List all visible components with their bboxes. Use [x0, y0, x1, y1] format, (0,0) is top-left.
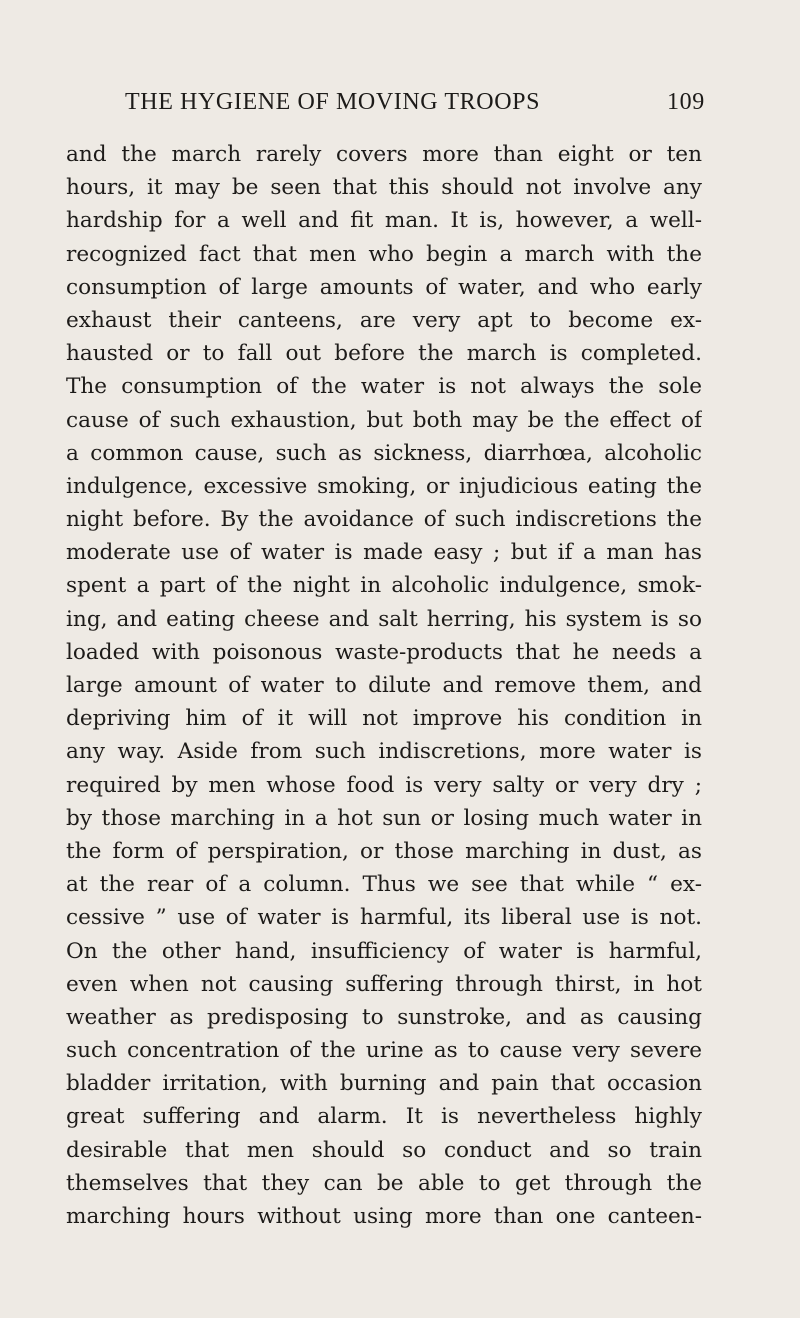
text-line: large amount of water to dilute and remove them, and [66, 673, 702, 698]
text-line: a common cause, such as sickness, diarrhœa, alcoholic [66, 440, 702, 466]
text-line: ing, and eating cheese and salt herring, his system is so [66, 606, 702, 632]
text-line: great suffering and alarm. It is nevertheless highly [66, 1104, 702, 1130]
text-line: and the march rarely covers more than eight or ten [66, 142, 702, 167]
text-line: at the rear of a column. Thus we see that while “ ex- [66, 872, 702, 898]
page-header [0, 89, 800, 121]
text-line: hardship for a well and fit man. It is, however, a well- [66, 208, 702, 234]
text-line: hours, it may be seen that this should not involve any [66, 175, 702, 201]
text-line: moderate use of water is made easy ; but if a man has [66, 540, 702, 566]
body-text [66, 138, 702, 1233]
text-line: exhaust their canteens, are very apt to become ex- [66, 307, 702, 333]
text-line: spent a part of the night in alcoholic indulgence, smok- [66, 573, 702, 599]
text-line: required by men whose food is very salty or very dry ; [66, 772, 702, 798]
text-line: such concentration of the urine as to cause very severe [66, 1038, 702, 1064]
text-line: consumption of large amounts of water, and who early [66, 274, 702, 300]
text-line: On the other hand, insufficiency of water is harmful, [66, 938, 702, 964]
text-line: The consumption of the water is not always the sole [66, 374, 702, 400]
text-line: weather as predisposing to sunstroke, and as causing [66, 1004, 702, 1030]
text-line: themselves that they can be able to get through the [66, 1170, 702, 1196]
text-line: even when not causing suffering through thirst, in hot [66, 971, 702, 997]
text-line: night before. By the avoidance of such indiscretions the [66, 507, 702, 533]
text-line: cessive ” use of water is harmful, its liberal use is not. [66, 905, 702, 931]
running-head: THE HYGIENE OF MOVING TROOPS [125, 89, 541, 115]
text-line: depriving him of it will not improve his condition in [66, 706, 702, 732]
text-line: recognized fact that men who begin a march with the [66, 241, 702, 267]
text-line: hausted or to fall out before the march is completed. [66, 341, 702, 367]
text-line: bladder irritation, with burning and pain that occasion [66, 1071, 702, 1097]
text-line: marching hours without using more than one canteen- [66, 1204, 702, 1229]
text-line: the form of perspiration, or those marching in dust, as [66, 838, 702, 864]
text-line: indulgence, excessive smoking, or injudicious eating the [66, 473, 702, 499]
page-number: 109 [667, 89, 705, 115]
text-line: any way. Aside from such indiscretions, more water is [66, 739, 702, 765]
text-line: cause of such exhaustion, but both may be the effect of [66, 407, 702, 433]
text-line: by those marching in a hot sun or losing much water in [66, 805, 702, 831]
text-line: loaded with poisonous waste-products that he needs a [66, 639, 702, 665]
text-line: desirable that men should so conduct and so train [66, 1137, 702, 1163]
